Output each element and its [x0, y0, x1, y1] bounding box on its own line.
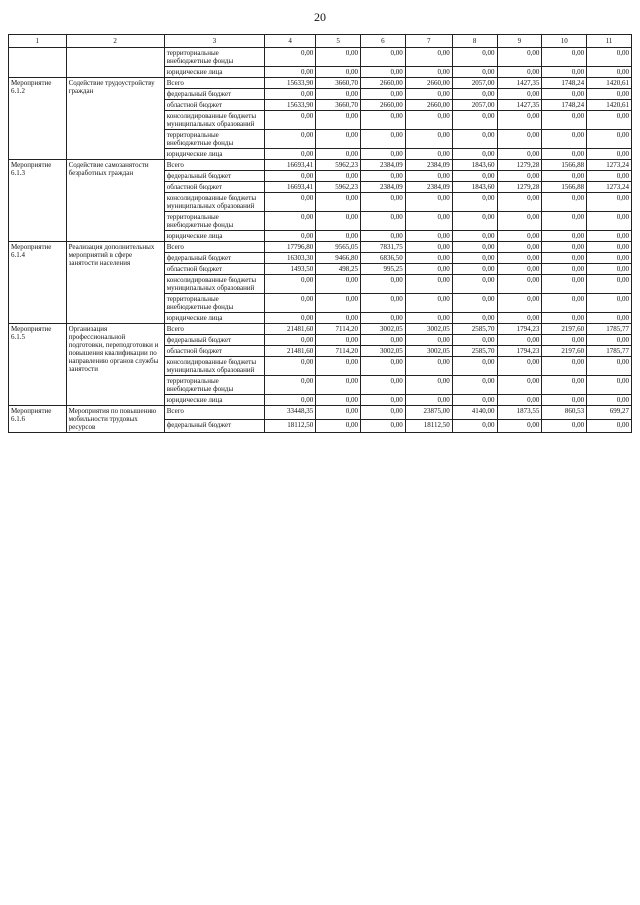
amount-cell: 0,00 — [497, 294, 542, 313]
amount-cell: 0,00 — [497, 89, 542, 100]
amount-cell: 1785,77 — [587, 324, 632, 335]
amount-cell: 0,00 — [316, 275, 361, 294]
amount-cell: 33448,35 — [265, 406, 316, 420]
funding-source: областной бюджет — [164, 100, 264, 111]
amount-cell: 0,00 — [316, 376, 361, 395]
title-cell-empty — [66, 48, 164, 78]
amount-cell: 0,00 — [452, 231, 497, 242]
amount-cell: 0,00 — [497, 376, 542, 395]
header-row — [9, 35, 632, 48]
amount-cell: 7114,20 — [316, 346, 361, 357]
amount-cell: 7831,75 — [361, 242, 406, 253]
amount-cell: 0,00 — [497, 130, 542, 149]
funding-source: областной бюджет — [164, 182, 264, 193]
amount-cell: 0,00 — [452, 419, 497, 433]
amount-cell: 0,00 — [497, 313, 542, 324]
amount-cell: 0,00 — [587, 89, 632, 100]
table-row — [9, 160, 632, 171]
amount-cell: 0,00 — [587, 376, 632, 395]
amount-cell: 0,00 — [587, 419, 632, 433]
measure-title: Организация профессиональной подготовки, переподготовки и повышения квалификации по направлению органов службы занятости — [66, 324, 164, 406]
amount-cell: 3002,05 — [361, 324, 406, 335]
amount-cell: 16693,41 — [265, 182, 316, 193]
amount-cell: 0,00 — [587, 130, 632, 149]
amount-cell: 0,00 — [265, 149, 316, 160]
funding-source: федеральный бюджет — [164, 419, 264, 433]
measure-cell: Мероприятие 6.1.2 — [9, 78, 67, 160]
amount-cell: 0,00 — [361, 395, 406, 406]
amount-cell: 0,00 — [542, 264, 587, 275]
column-header: 10 — [542, 35, 587, 48]
column-header: 6 — [361, 35, 406, 48]
amount-cell: 0,00 — [542, 111, 587, 130]
amount-cell: 0,00 — [361, 67, 406, 78]
funding-source: федеральный бюджет — [164, 253, 264, 264]
page-number: 20 — [314, 10, 326, 24]
measure-cell: Мероприятие 6.1.4 — [9, 242, 67, 324]
amount-cell: 0,00 — [316, 130, 361, 149]
amount-cell: 0,00 — [265, 171, 316, 182]
amount-cell: 1566,88 — [542, 160, 587, 171]
amount-cell: 6836,50 — [361, 253, 406, 264]
amount-cell: 0,00 — [452, 253, 497, 264]
amount-cell: 0,00 — [405, 313, 452, 324]
amount-cell: 1843,60 — [452, 160, 497, 171]
amount-cell: 0,00 — [587, 253, 632, 264]
amount-cell: 1427,35 — [497, 100, 542, 111]
amount-cell: 498,25 — [316, 264, 361, 275]
amount-cell: 2384,09 — [405, 160, 452, 171]
amount-cell: 0,00 — [361, 294, 406, 313]
amount-cell: 3660,70 — [316, 100, 361, 111]
amount-cell: 0,00 — [542, 231, 587, 242]
amount-cell: 0,00 — [542, 149, 587, 160]
amount-cell: 0,00 — [361, 111, 406, 130]
measure-cell: Мероприятие 6.1.5 — [9, 324, 67, 406]
amount-cell: 0,00 — [361, 89, 406, 100]
amount-cell: 1273,24 — [587, 160, 632, 171]
measure-cell-empty — [9, 48, 67, 78]
amount-cell: 0,00 — [587, 193, 632, 212]
funding-source: федеральный бюджет — [164, 335, 264, 346]
funding-source: консолидированные бюджеты муниципальных образований — [164, 275, 264, 294]
amount-cell: 0,00 — [587, 264, 632, 275]
amount-cell: 0,00 — [405, 89, 452, 100]
amount-cell: 0,00 — [265, 67, 316, 78]
amount-cell: 0,00 — [497, 335, 542, 346]
measure-cell: Мероприятие 6.1.3 — [9, 160, 67, 242]
amount-cell: 0,00 — [405, 264, 452, 275]
amount-cell: 21481,60 — [265, 324, 316, 335]
amount-cell: 0,00 — [405, 149, 452, 160]
amount-cell: 0,00 — [265, 89, 316, 100]
amount-cell: 0,00 — [316, 419, 361, 433]
amount-cell: 1794,23 — [497, 346, 542, 357]
funding-source: Всего — [164, 406, 264, 420]
amount-cell: 0,00 — [452, 395, 497, 406]
amount-cell: 0,00 — [361, 212, 406, 231]
amount-cell: 0,00 — [316, 294, 361, 313]
funding-source: юридические лица — [164, 231, 264, 242]
amount-cell: 0,00 — [452, 376, 497, 395]
funding-source: юридические лица — [164, 149, 264, 160]
table-row — [9, 406, 632, 420]
amount-cell: 1279,28 — [497, 182, 542, 193]
amount-cell: 0,00 — [361, 357, 406, 376]
funding-source: юридические лица — [164, 67, 264, 78]
amount-cell: 0,00 — [497, 253, 542, 264]
amount-cell: 9466,80 — [316, 253, 361, 264]
amount-cell: 21481,60 — [265, 346, 316, 357]
amount-cell: 2384,09 — [405, 182, 452, 193]
amount-cell: 1748,24 — [542, 78, 587, 89]
amount-cell: 0,00 — [497, 395, 542, 406]
amount-cell: 0,00 — [542, 294, 587, 313]
column-header: 8 — [452, 35, 497, 48]
amount-cell: 0,00 — [542, 130, 587, 149]
amount-cell: 0,00 — [542, 171, 587, 182]
amount-cell: 0,00 — [542, 48, 587, 67]
amount-cell: 0,00 — [542, 193, 587, 212]
amount-cell: 1785,77 — [587, 346, 632, 357]
amount-cell: 0,00 — [452, 335, 497, 346]
amount-cell: 0,00 — [316, 406, 361, 420]
amount-cell: 0,00 — [542, 67, 587, 78]
amount-cell: 0,00 — [452, 212, 497, 231]
amount-cell: 0,00 — [542, 357, 587, 376]
amount-cell: 0,00 — [452, 149, 497, 160]
amount-cell: 0,00 — [587, 294, 632, 313]
amount-cell: 860,53 — [542, 406, 587, 420]
column-header: 5 — [316, 35, 361, 48]
amount-cell: 23875,00 — [405, 406, 452, 420]
amount-cell: 16693,41 — [265, 160, 316, 171]
measure-cell: Мероприятие 6.1.6 — [9, 406, 67, 433]
amount-cell: 1843,60 — [452, 182, 497, 193]
amount-cell: 0,00 — [405, 357, 452, 376]
amount-cell: 3002,05 — [361, 346, 406, 357]
amount-cell: 0,00 — [497, 193, 542, 212]
amount-cell: 0,00 — [265, 395, 316, 406]
amount-cell: 0,00 — [497, 231, 542, 242]
amount-cell: 0,00 — [497, 149, 542, 160]
amount-cell: 0,00 — [405, 231, 452, 242]
amount-cell: 0,00 — [361, 130, 406, 149]
amount-cell: 16303,30 — [265, 253, 316, 264]
amount-cell: 4140,00 — [452, 406, 497, 420]
amount-cell: 0,00 — [265, 357, 316, 376]
measure-title: Мероприятия по повышению мобильности трудовых ресурсов — [66, 406, 164, 433]
budget-table — [8, 34, 632, 433]
amount-cell: 0,00 — [542, 376, 587, 395]
amount-cell: 0,00 — [316, 48, 361, 67]
column-header: 9 — [497, 35, 542, 48]
amount-cell: 0,00 — [587, 111, 632, 130]
amount-cell: 0,00 — [497, 419, 542, 433]
amount-cell: 0,00 — [587, 275, 632, 294]
amount-cell: 0,00 — [265, 294, 316, 313]
amount-cell: 0,00 — [316, 89, 361, 100]
amount-cell: 0,00 — [405, 294, 452, 313]
amount-cell: 0,00 — [497, 48, 542, 67]
funding-source: Всего — [164, 160, 264, 171]
amount-cell: 5962,23 — [316, 182, 361, 193]
funding-source: консолидированные бюджеты муниципальных образований — [164, 193, 264, 212]
amount-cell: 7114,20 — [316, 324, 361, 335]
amount-cell: 0,00 — [452, 67, 497, 78]
amount-cell: 0,00 — [316, 67, 361, 78]
amount-cell: 0,00 — [405, 67, 452, 78]
amount-cell: 2384,09 — [361, 182, 406, 193]
amount-cell: 0,00 — [405, 242, 452, 253]
amount-cell: 0,00 — [405, 275, 452, 294]
amount-cell: 0,00 — [497, 275, 542, 294]
column-header: 1 — [9, 35, 67, 48]
amount-cell: 0,00 — [587, 242, 632, 253]
amount-cell: 0,00 — [587, 395, 632, 406]
amount-cell: 2660,00 — [361, 100, 406, 111]
table-body — [9, 48, 632, 433]
amount-cell: 0,00 — [361, 313, 406, 324]
amount-cell: 995,25 — [361, 264, 406, 275]
amount-cell: 3660,70 — [316, 78, 361, 89]
amount-cell: 1566,88 — [542, 182, 587, 193]
amount-cell: 0,00 — [587, 231, 632, 242]
amount-cell: 0,00 — [452, 89, 497, 100]
amount-cell: 0,00 — [452, 275, 497, 294]
funding-source: консолидированные бюджеты муниципальных образований — [164, 111, 264, 130]
amount-cell: 0,00 — [405, 212, 452, 231]
amount-cell: 0,00 — [316, 357, 361, 376]
amount-cell: 15633,90 — [265, 78, 316, 89]
funding-source: территориальные внебюджетные фонды — [164, 294, 264, 313]
amount-cell: 0,00 — [587, 335, 632, 346]
amount-cell: 0,00 — [361, 406, 406, 420]
amount-cell: 5962,23 — [316, 160, 361, 171]
amount-cell: 0,00 — [265, 313, 316, 324]
amount-cell: 0,00 — [452, 111, 497, 130]
amount-cell: 0,00 — [405, 193, 452, 212]
amount-cell: 0,00 — [361, 171, 406, 182]
measure-title: Реализация дополнительных мероприятий в сфере занятости населения — [66, 242, 164, 324]
amount-cell: 2660,00 — [405, 100, 452, 111]
amount-cell: 0,00 — [316, 395, 361, 406]
amount-cell: 0,00 — [265, 335, 316, 346]
amount-cell: 1273,24 — [587, 182, 632, 193]
funding-source: территориальные внебюджетные фонды — [164, 376, 264, 395]
amount-cell: 2197,60 — [542, 346, 587, 357]
amount-cell: 0,00 — [265, 130, 316, 149]
amount-cell: 0,00 — [316, 111, 361, 130]
table-row — [9, 78, 632, 89]
amount-cell: 0,00 — [497, 357, 542, 376]
table-row — [9, 242, 632, 253]
amount-cell: 0,00 — [265, 212, 316, 231]
amount-cell: 0,00 — [542, 242, 587, 253]
column-header: 11 — [587, 35, 632, 48]
column-header: 3 — [164, 35, 264, 48]
funding-source: Всего — [164, 324, 264, 335]
amount-cell: 0,00 — [452, 48, 497, 67]
funding-source: юридические лица — [164, 313, 264, 324]
amount-cell: 2057,00 — [452, 100, 497, 111]
amount-cell: 0,00 — [265, 48, 316, 67]
column-header: 2 — [66, 35, 164, 48]
amount-cell: 0,00 — [405, 130, 452, 149]
amount-cell: 1420,61 — [587, 78, 632, 89]
amount-cell: 0,00 — [497, 111, 542, 130]
amount-cell: 0,00 — [405, 48, 452, 67]
amount-cell: 0,00 — [452, 242, 497, 253]
amount-cell: 1794,23 — [497, 324, 542, 335]
amount-cell: 0,00 — [316, 171, 361, 182]
amount-cell: 0,00 — [265, 193, 316, 212]
amount-cell: 0,00 — [587, 48, 632, 67]
amount-cell: 0,00 — [316, 313, 361, 324]
amount-cell: 9565,05 — [316, 242, 361, 253]
column-header: 7 — [405, 35, 452, 48]
amount-cell: 0,00 — [316, 335, 361, 346]
amount-cell: 2197,60 — [542, 324, 587, 335]
funding-source: территориальные внебюджетные фонды — [164, 130, 264, 149]
column-header: 4 — [265, 35, 316, 48]
amount-cell: 2585,70 — [452, 346, 497, 357]
amount-cell: 0,00 — [405, 335, 452, 346]
amount-cell: 0,00 — [542, 313, 587, 324]
amount-cell: 0,00 — [361, 376, 406, 395]
amount-cell: 0,00 — [452, 357, 497, 376]
amount-cell: 2384,09 — [361, 160, 406, 171]
funding-source: территориальные внебюджетные фонды — [164, 212, 264, 231]
amount-cell: 0,00 — [542, 89, 587, 100]
continuation-row — [9, 48, 632, 67]
amount-cell: 0,00 — [587, 67, 632, 78]
funding-source: консолидированные бюджеты муниципальных образований — [164, 357, 264, 376]
amount-cell: 1420,61 — [587, 100, 632, 111]
amount-cell: 0,00 — [361, 149, 406, 160]
amount-cell: 0,00 — [361, 275, 406, 294]
amount-cell: 0,00 — [316, 149, 361, 160]
amount-cell: 3002,05 — [405, 324, 452, 335]
amount-cell: 0,00 — [542, 253, 587, 264]
amount-cell: 0,00 — [316, 231, 361, 242]
amount-cell: 1279,28 — [497, 160, 542, 171]
measure-title: Содействие трудоустройству граждан — [66, 78, 164, 160]
amount-cell: 1493,50 — [265, 264, 316, 275]
amount-cell: 18112,50 — [405, 419, 452, 433]
amount-cell: 0,00 — [361, 193, 406, 212]
amount-cell: 2660,00 — [405, 78, 452, 89]
amount-cell: 0,00 — [452, 313, 497, 324]
measure-title: Содействие самозанятости безработных граждан — [66, 160, 164, 242]
amount-cell: 0,00 — [497, 67, 542, 78]
amount-cell: 0,00 — [405, 395, 452, 406]
amount-cell: 2057,00 — [452, 78, 497, 89]
amount-cell: 18112,50 — [265, 419, 316, 433]
amount-cell: 0,00 — [542, 419, 587, 433]
amount-cell: 0,00 — [405, 376, 452, 395]
amount-cell: 0,00 — [265, 376, 316, 395]
amount-cell: 0,00 — [405, 171, 452, 182]
amount-cell: 699,27 — [587, 406, 632, 420]
amount-cell: 1748,24 — [542, 100, 587, 111]
amount-cell: 0,00 — [452, 193, 497, 212]
amount-cell: 0,00 — [405, 111, 452, 130]
amount-cell: 0,00 — [587, 171, 632, 182]
amount-cell: 0,00 — [361, 48, 406, 67]
amount-cell: 17796,80 — [265, 242, 316, 253]
amount-cell: 1873,55 — [497, 406, 542, 420]
amount-cell: 0,00 — [497, 171, 542, 182]
amount-cell: 2660,00 — [361, 78, 406, 89]
amount-cell: 0,00 — [587, 313, 632, 324]
amount-cell: 0,00 — [265, 275, 316, 294]
amount-cell: 0,00 — [265, 231, 316, 242]
funding-source: федеральный бюджет — [164, 171, 264, 182]
amount-cell: 3002,05 — [405, 346, 452, 357]
funding-source: Всего — [164, 78, 264, 89]
amount-cell: 0,00 — [452, 130, 497, 149]
amount-cell: 0,00 — [452, 264, 497, 275]
amount-cell: 0,00 — [361, 419, 406, 433]
amount-cell: 0,00 — [542, 275, 587, 294]
amount-cell: 0,00 — [452, 294, 497, 313]
amount-cell: 15633,90 — [265, 100, 316, 111]
amount-cell: 0,00 — [542, 212, 587, 231]
amount-cell: 0,00 — [542, 395, 587, 406]
amount-cell: 0,00 — [361, 335, 406, 346]
amount-cell: 0,00 — [497, 212, 542, 231]
amount-cell: 0,00 — [497, 264, 542, 275]
funding-source: юридические лица — [164, 395, 264, 406]
funding-source: федеральный бюджет — [164, 89, 264, 100]
amount-cell: 0,00 — [452, 171, 497, 182]
amount-cell: 0,00 — [587, 357, 632, 376]
funding-source: Всего — [164, 242, 264, 253]
funding-source: областной бюджет — [164, 264, 264, 275]
funding-source: территориальные внебюджетные фонды — [164, 48, 264, 67]
amount-cell: 0,00 — [316, 212, 361, 231]
amount-cell: 0,00 — [497, 242, 542, 253]
amount-cell: 2585,70 — [452, 324, 497, 335]
amount-cell: 0,00 — [587, 149, 632, 160]
funding-source: областной бюджет — [164, 346, 264, 357]
amount-cell: 1427,35 — [497, 78, 542, 89]
amount-cell: 0,00 — [542, 335, 587, 346]
amount-cell: 0,00 — [361, 231, 406, 242]
amount-cell: 0,00 — [316, 193, 361, 212]
amount-cell: 0,00 — [587, 212, 632, 231]
amount-cell: 0,00 — [265, 111, 316, 130]
table-row — [9, 324, 632, 335]
amount-cell: 0,00 — [405, 253, 452, 264]
